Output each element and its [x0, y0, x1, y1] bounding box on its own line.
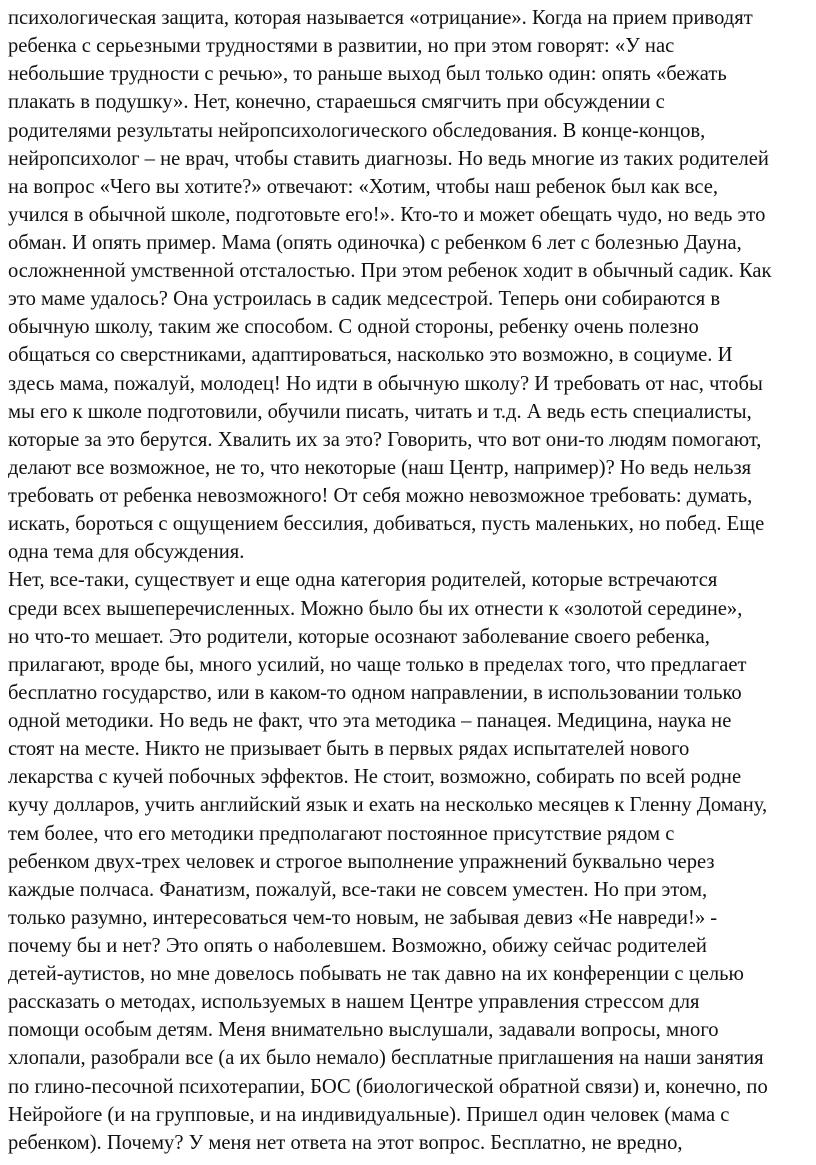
text-line: здесь мама, пожалуй, молодец! Но идти в обычную школу? И требовать от нас, чтобы [8, 372, 763, 395]
text-line: почему бы и нет? Это опять о наболевшем. Возможно, обижу сейчас родителей [8, 935, 707, 957]
text-line: Нет, все-таки, существует и еще одна категория родителей, которые встречаются [8, 569, 718, 592]
text-line: стоят на месте. Никто не призывает быть в первых рядах испытателей нового [8, 738, 690, 761]
text-line: учился в обычной школе, подготовьте его!». Кто-то и может обещать чудо, но ведь это [8, 203, 766, 226]
text-line: общаться со сверстниками, адаптироваться, насколько это возможно, в социуме. И [8, 344, 733, 367]
text-line: небольшие трудности с речью», то раньше выход был только один: опять «бежать [8, 63, 727, 86]
text-line: обман. И опять пример. Мама (опять одиночка) с ребенком 6 лет с болезнью Дауна, [8, 232, 742, 254]
text-line: родителями результаты нейропсихологического обследования. В конце-концов, [8, 119, 706, 142]
text-line: которые за это берутся. Хвалить их за это? Говорить, что вот они-то людям помогают, [8, 428, 762, 451]
text-line: тем более, что его методики предполагают постоянное присутствие рядом с [8, 822, 675, 845]
text-line: хлопали, разобрали все (а их было немало) бесплатные приглашения на наши занятия [8, 1047, 764, 1070]
text-line: ребенком). Почему? У меня нет ответа на этот вопрос. Бесплатно, не вредно, [8, 1131, 683, 1154]
document-page [8, 0, 808, 1165]
text-line: ребенком двух-трех человек и строгое выполнение упражнений буквально через [8, 850, 715, 873]
text-line: осложненной умственной отсталостью. При этом ребенок ходит в обычный садик. Как [8, 260, 772, 283]
text-line: одной методики. Но ведь не факт, что эта методика – панацея. Медицина, наука не [8, 710, 732, 732]
text-line: на вопрос «Чего вы хотите?» отвечают: «Хотим, чтобы наш ребенок был как все, [8, 175, 719, 198]
text-line: каждые полчаса. Фанатизм, пожалуй, все-таки не совсем уместен. Но при этом, [8, 878, 708, 901]
text-line: делают все возможное, не то, что некоторые (наш Центр, например)? Но ведь нельзя [8, 456, 752, 479]
text-line: плакать в подушку». Нет, конечно, стараешься смягчить при обсуждении с [8, 91, 665, 114]
text-line: но что-то мешает. Это родители, которые осознают заболевание своего ребенка, [8, 625, 710, 648]
text-line: только разумно, интересоваться чем-то новым, не забывая девиз «Не навреди!» - [8, 906, 718, 929]
text-line: среди всех вышеперечисленных. Можно было бы их отнести к «золотой середине», [8, 597, 743, 620]
text-line: мы его к школе подготовили, обучили писать, читать и т.д. А ведь есть специалисты, [8, 400, 752, 423]
text-line: одна тема для обсуждения. [8, 541, 245, 564]
text-line: ребенка с серьезными трудностями в развитии, но при этом говорят: «У нас [8, 35, 675, 58]
text-line: лекарства с кучей побочных эффектов. Не стоит, возможно, собирать по всей родне [8, 766, 742, 789]
text-line: искать, бороться с ощущением бессилия, добиваться, пусть маленьких, но побед. Еще [8, 513, 765, 536]
text-line: бесплатно государство, или в каком-то одном направлении, в использовании только [8, 681, 742, 704]
text-line: по глино-песочной психотерапии, БОС (биологической обратной связи) и, конечно, по [8, 1075, 768, 1098]
text-line: психологическая защита, которая называется «отрицание». Когда на прием приводят [8, 7, 753, 29]
text-line: нейропсихолог – не врач, чтобы ставить диагнозы. Но ведь многие из таких родителей [8, 147, 769, 170]
text-line: обычную школу, таким же способом. С одной стороны, ребенку очень полезно [8, 316, 699, 339]
text-line: прилагают, вроде бы, много усилий, но чаще только в пределах того, что предлагает [8, 653, 747, 676]
text-line: кучу долларов, учить английский язык и ехать на несколько месяцев к Гленну Доману, [8, 794, 768, 817]
text-line: Нейройоге (и на групповые, и на индивидуальные). Пришел один человек (мама с [8, 1103, 730, 1126]
text-line: детей-аутистов, но мне довелось побывать не так давно на их конференции с целью [8, 963, 744, 986]
text-line: это маме удалось? Она устроилась в садик медсестрой. Теперь они собираются в [8, 288, 721, 311]
text-line: помощи особым детям. Меня внимательно выслушали, задавали вопросы, много [8, 1019, 719, 1042]
text-line: требовать от ребенка невозможного! От себя можно невозможное требовать: думать, [8, 485, 753, 507]
text-line: рассказать о методах, используемых в нашем Центре управления стрессом для [8, 991, 700, 1014]
